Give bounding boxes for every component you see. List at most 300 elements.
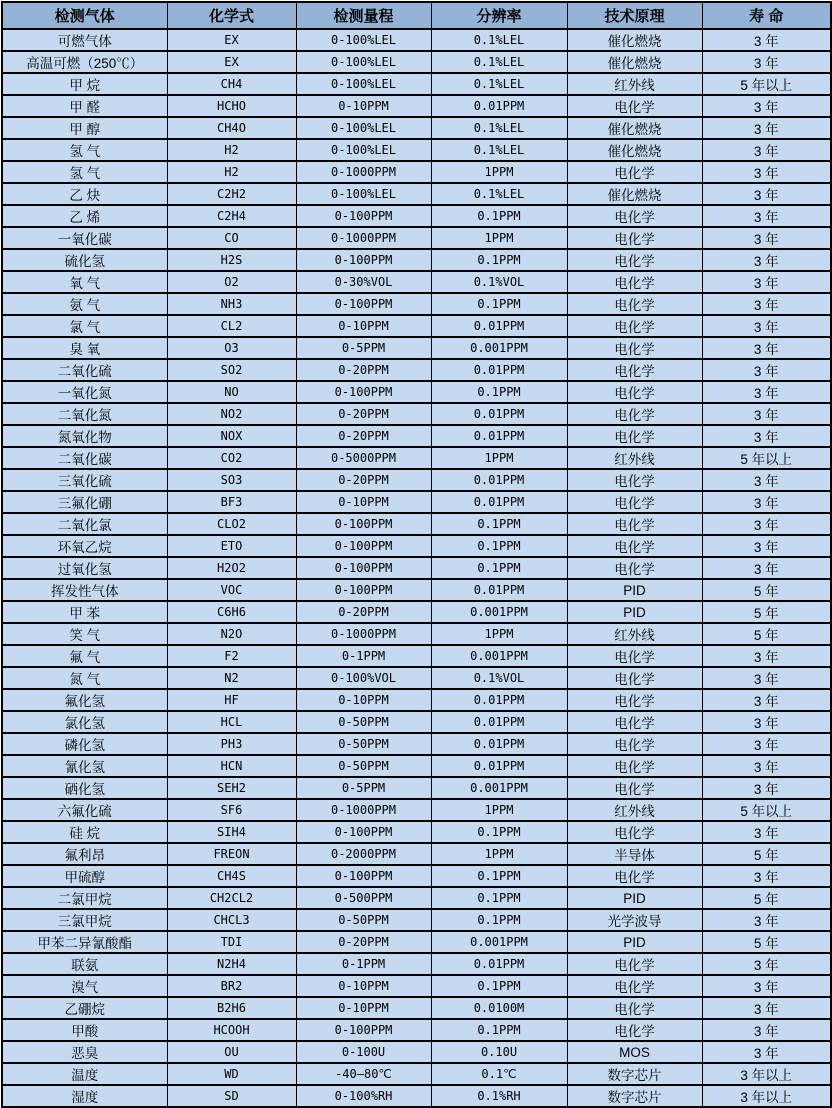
table-row [2,733,831,755]
cell-technology: 电化学 [567,271,702,293]
cell-gas-name: 二氧化碳 [2,447,167,469]
table-row [2,447,831,469]
cell-technology: 电化学 [567,557,702,579]
cell-gas-name: 一氧化氮 [2,381,167,403]
cell-resolution: 0.1PPM [431,535,567,557]
cell-detection-range: 0-10PPM [296,95,431,117]
table-row [2,29,831,51]
cell-detection-range: 0-100PPM [296,513,431,535]
cell-resolution: 0.1℃ [431,1063,567,1085]
cell-technology: 数字芯片 [567,1085,702,1107]
cell-chemical-formula: B2H6 [167,997,296,1019]
cell-technology: 电化学 [567,535,702,557]
cell-gas-name: 磷化氢 [2,733,167,755]
cell-chemical-formula: N2 [167,667,296,689]
cell-resolution: 0.001PPM [431,645,567,667]
cell-lifespan: 3 年 [702,117,831,139]
cell-chemical-formula: VOC [167,579,296,601]
cell-lifespan: 3 年 [702,359,831,381]
cell-gas-name: 乙 炔 [2,183,167,205]
cell-chemical-formula: SD [167,1085,296,1107]
table-row [2,513,831,535]
cell-resolution: 0.001PPM [431,337,567,359]
table-row [2,491,831,513]
table-row [2,359,831,381]
table-row [2,535,831,557]
header-chemical-formula: 化学式 [167,2,296,29]
cell-technology: 电化学 [567,315,702,337]
cell-detection-range: 0-50PPM [296,909,431,931]
table-row [2,1063,831,1085]
table-row [2,821,831,843]
cell-detection-range: 0-100%LEL [296,51,431,73]
cell-technology: 电化学 [567,293,702,315]
cell-chemical-formula: SO3 [167,469,296,491]
header-detection-range: 检测量程 [296,2,431,29]
cell-detection-range: 0-100PPM [296,535,431,557]
table-row [2,689,831,711]
cell-lifespan: 5 年 [702,623,831,645]
cell-gas-name: 三氯甲烷 [2,909,167,931]
table-row [2,645,831,667]
cell-gas-name: 硅 烷 [2,821,167,843]
cell-gas-name: 恶臭 [2,1041,167,1063]
cell-technology: 红外线 [567,623,702,645]
cell-gas-name: 二氧化硫 [2,359,167,381]
cell-lifespan: 3 年 [702,95,831,117]
table-row [2,997,831,1019]
table-row [2,865,831,887]
table-row [2,777,831,799]
cell-gas-name: 甲 醛 [2,95,167,117]
cell-detection-range: 0-100%LEL [296,29,431,51]
cell-chemical-formula: HCOOH [167,1019,296,1041]
cell-technology: 电化学 [567,469,702,491]
header-technology: 技术原理 [567,2,702,29]
cell-technology: 电化学 [567,205,702,227]
table-row [2,51,831,73]
cell-detection-range: 0-100%LEL [296,183,431,205]
cell-chemical-formula: FREON [167,843,296,865]
cell-detection-range: 0-100%RH [296,1085,431,1107]
table-row [2,843,831,865]
cell-detection-range: 0-100PPM [296,381,431,403]
cell-technology: 电化学 [567,249,702,271]
cell-chemical-formula: CH4 [167,73,296,95]
cell-technology: 电化学 [567,491,702,513]
cell-detection-range: 0-20PPM [296,931,431,953]
cell-gas-name: 高温可燃（250℃） [2,51,167,73]
cell-gas-name: 三氟化硼 [2,491,167,513]
cell-lifespan: 3 年 [702,227,831,249]
cell-resolution: 0.1PPM [431,205,567,227]
cell-resolution: 1PPM [431,623,567,645]
cell-chemical-formula: BR2 [167,975,296,997]
cell-gas-name: 湿度 [2,1085,167,1107]
cell-gas-name: 甲苯二异氰酸酯 [2,931,167,953]
cell-lifespan: 3 年 [702,645,831,667]
table-row [2,623,831,645]
cell-lifespan: 3 年 [702,535,831,557]
cell-lifespan: 5 年 [702,843,831,865]
cell-technology: 电化学 [567,337,702,359]
cell-detection-range: 0-100PPM [296,1019,431,1041]
cell-lifespan: 3 年 [702,469,831,491]
table-row [2,1041,831,1063]
cell-lifespan: 3 年 [702,51,831,73]
cell-technology: 电化学 [567,645,702,667]
cell-lifespan: 3 年 [702,953,831,975]
cell-lifespan: 5 年以上 [702,73,831,95]
cell-chemical-formula: C2H4 [167,205,296,227]
cell-lifespan: 3 年 [702,183,831,205]
cell-lifespan: 3 年 [702,997,831,1019]
cell-technology: 电化学 [567,689,702,711]
cell-resolution: 0.1PPM [431,381,567,403]
cell-detection-range: 0-100PPM [296,249,431,271]
cell-detection-range: 0-10PPM [296,975,431,997]
cell-technology: 电化学 [567,711,702,733]
cell-lifespan: 3 年 [702,667,831,689]
cell-chemical-formula: F2 [167,645,296,667]
cell-chemical-formula: NOX [167,425,296,447]
table-row [2,337,831,359]
cell-resolution: 0.0100M [431,997,567,1019]
cell-lifespan: 3 年 [702,557,831,579]
cell-gas-name: 甲酸 [2,1019,167,1041]
cell-chemical-formula: WD [167,1063,296,1085]
table-body [2,29,831,1107]
cell-chemical-formula: H2O2 [167,557,296,579]
cell-resolution: 0.01PPM [431,953,567,975]
cell-gas-name: 甲 苯 [2,601,167,623]
cell-lifespan: 3 年以上 [702,1063,831,1085]
cell-chemical-formula: SEH2 [167,777,296,799]
cell-lifespan: 3 年 [702,821,831,843]
cell-technology: 电化学 [567,975,702,997]
cell-gas-name: 氢 气 [2,161,167,183]
table-row [2,205,831,227]
cell-resolution: 0.1%LEL [431,29,567,51]
cell-chemical-formula: SF6 [167,799,296,821]
cell-resolution: 0.01PPM [431,711,567,733]
cell-lifespan: 3 年 [702,975,831,997]
table-row [2,1019,831,1041]
cell-detection-range: 0-1000PPM [296,799,431,821]
cell-resolution: 1PPM [431,161,567,183]
cell-technology: 光学波导 [567,909,702,931]
cell-gas-name: 氮氧化物 [2,425,167,447]
cell-gas-name: 温度 [2,1063,167,1085]
cell-gas-name: 二氧化氯 [2,513,167,535]
cell-chemical-formula: CHCL3 [167,909,296,931]
cell-technology: 电化学 [567,865,702,887]
cell-technology: 催化燃烧 [567,51,702,73]
cell-chemical-formula: NO2 [167,403,296,425]
cell-gas-name: 一氧化碳 [2,227,167,249]
cell-chemical-formula: C2H2 [167,183,296,205]
cell-gas-name: 乙硼烷 [2,997,167,1019]
cell-gas-name: 臭 氧 [2,337,167,359]
cell-detection-range: 0-20PPM [296,403,431,425]
cell-resolution: 0.1%VOL [431,271,567,293]
cell-gas-name: 三氧化硫 [2,469,167,491]
cell-gas-name: 乙 烯 [2,205,167,227]
cell-gas-name: 甲 醇 [2,117,167,139]
header-resolution: 分辨率 [431,2,567,29]
cell-detection-range: 0-1000PPM [296,161,431,183]
cell-chemical-formula: CH4S [167,865,296,887]
cell-resolution: 0.1%VOL [431,667,567,689]
cell-resolution: 1PPM [431,843,567,865]
cell-resolution: 0.01PPM [431,491,567,513]
cell-chemical-formula: HF [167,689,296,711]
cell-lifespan: 5 年 [702,887,831,909]
cell-technology: PID [567,601,702,623]
cell-resolution: 0.1%LEL [431,117,567,139]
table-row [2,887,831,909]
cell-resolution: 0.01PPM [431,425,567,447]
table-row [2,315,831,337]
cell-technology: 电化学 [567,1019,702,1041]
cell-chemical-formula: PH3 [167,733,296,755]
cell-chemical-formula: CO [167,227,296,249]
cell-chemical-formula: OU [167,1041,296,1063]
cell-resolution: 0.01PPM [431,95,567,117]
cell-chemical-formula: HCN [167,755,296,777]
cell-detection-range: 0-5PPM [296,337,431,359]
cell-resolution: 0.10U [431,1041,567,1063]
cell-gas-name: 六氟化硫 [2,799,167,821]
cell-resolution: 0.1PPM [431,909,567,931]
cell-detection-range: 0-1PPM [296,953,431,975]
cell-technology: 红外线 [567,73,702,95]
cell-gas-name: 氰化氢 [2,755,167,777]
cell-detection-range: 0-10PPM [296,689,431,711]
cell-gas-name: 氟利昂 [2,843,167,865]
cell-gas-name: 可燃气体 [2,29,167,51]
cell-resolution: 0.1PPM [431,975,567,997]
cell-detection-range: 0-100%LEL [296,73,431,95]
cell-chemical-formula: H2S [167,249,296,271]
cell-resolution: 0.1%LEL [431,183,567,205]
table-row [2,579,831,601]
cell-lifespan: 5 年以上 [702,447,831,469]
gas-detection-table [1,1,832,1108]
table-row [2,953,831,975]
cell-lifespan: 3 年 [702,381,831,403]
cell-technology: 催化燃烧 [567,117,702,139]
cell-resolution: 0.01PPM [431,469,567,491]
cell-resolution: 0.001PPM [431,601,567,623]
cell-gas-name: 二氯甲烷 [2,887,167,909]
table-row [2,711,831,733]
cell-technology: 数字芯片 [567,1063,702,1085]
table-row [2,95,831,117]
cell-lifespan: 3 年 [702,29,831,51]
cell-resolution: 0.1PPM [431,865,567,887]
cell-lifespan: 3 年 [702,755,831,777]
cell-detection-range: 0-100PPM [296,293,431,315]
cell-lifespan: 3 年 [702,909,831,931]
cell-chemical-formula: H2 [167,161,296,183]
cell-lifespan: 3 年以上 [702,1085,831,1107]
cell-detection-range: 0-500PPM [296,887,431,909]
cell-chemical-formula: ETO [167,535,296,557]
table-row [2,139,831,161]
cell-detection-range: 0-100%LEL [296,139,431,161]
cell-technology: 电化学 [567,821,702,843]
table-row [2,601,831,623]
table-row [2,183,831,205]
cell-resolution: 0.01PPM [431,359,567,381]
cell-lifespan: 3 年 [702,777,831,799]
cell-detection-range: 0-5PPM [296,777,431,799]
cell-chemical-formula: HCHO [167,95,296,117]
cell-resolution: 0.1%RH [431,1085,567,1107]
cell-technology: 电化学 [567,381,702,403]
cell-detection-range: 0-100PPM [296,205,431,227]
cell-gas-name: 溴气 [2,975,167,997]
cell-detection-range: 0-100%LEL [296,117,431,139]
table-row [2,227,831,249]
cell-chemical-formula: N2O [167,623,296,645]
cell-chemical-formula: NO [167,381,296,403]
table-row [2,755,831,777]
cell-technology: 红外线 [567,447,702,469]
cell-technology: PID [567,579,702,601]
cell-technology: PID [567,931,702,953]
cell-chemical-formula: CH4O [167,117,296,139]
cell-detection-range: 0-10PPM [296,997,431,1019]
cell-technology: 催化燃烧 [567,183,702,205]
cell-detection-range: 0-20PPM [296,469,431,491]
cell-lifespan: 3 年 [702,161,831,183]
cell-detection-range: 0-1000PPM [296,227,431,249]
cell-gas-name: 笑 气 [2,623,167,645]
cell-gas-name: 硫化氢 [2,249,167,271]
cell-technology: 电化学 [567,997,702,1019]
cell-chemical-formula: NH3 [167,293,296,315]
cell-chemical-formula: TDI [167,931,296,953]
cell-chemical-formula: O2 [167,271,296,293]
cell-gas-name: 氯 气 [2,315,167,337]
cell-technology: 电化学 [567,95,702,117]
cell-resolution: 0.01PPM [431,403,567,425]
cell-resolution: 1PPM [431,227,567,249]
cell-lifespan: 3 年 [702,249,831,271]
cell-technology: 电化学 [567,513,702,535]
cell-detection-range: 0-5000PPM [296,447,431,469]
table-row [2,161,831,183]
cell-resolution: 0.1PPM [431,513,567,535]
cell-technology: 电化学 [567,359,702,381]
cell-detection-range: 0-100U [296,1041,431,1063]
cell-resolution: 0.1PPM [431,821,567,843]
cell-resolution: 0.001PPM [431,777,567,799]
cell-chemical-formula: CL2 [167,315,296,337]
cell-resolution: 0.01PPM [431,315,567,337]
cell-resolution: 1PPM [431,447,567,469]
cell-resolution: 1PPM [431,799,567,821]
table-row [2,557,831,579]
cell-lifespan: 3 年 [702,293,831,315]
cell-lifespan: 3 年 [702,315,831,337]
table-row [2,469,831,491]
cell-lifespan: 3 年 [702,1019,831,1041]
cell-gas-name: 甲 烷 [2,73,167,95]
cell-gas-name: 硒化氢 [2,777,167,799]
cell-technology: MOS [567,1041,702,1063]
cell-detection-range: -40—80℃ [296,1063,431,1085]
cell-detection-range: 0-2000PPM [296,843,431,865]
cell-lifespan: 3 年 [702,139,831,161]
cell-technology: PID [567,887,702,909]
cell-gas-name: 氮 气 [2,667,167,689]
table-row [2,381,831,403]
cell-detection-range: 0-50PPM [296,711,431,733]
cell-gas-name: 氟化氢 [2,689,167,711]
cell-lifespan: 3 年 [702,271,831,293]
cell-gas-name: 过氧化氢 [2,557,167,579]
cell-lifespan: 3 年 [702,689,831,711]
header-lifespan: 寿 命 [702,2,831,29]
table-row [2,975,831,997]
cell-chemical-formula: O3 [167,337,296,359]
cell-resolution: 0.01PPM [431,689,567,711]
cell-detection-range: 0-100%VOL [296,667,431,689]
cell-technology: 电化学 [567,161,702,183]
cell-chemical-formula: CH2CL2 [167,887,296,909]
cell-technology: 电化学 [567,667,702,689]
cell-chemical-formula: H2 [167,139,296,161]
cell-resolution: 0.01PPM [431,733,567,755]
cell-chemical-formula: EX [167,51,296,73]
cell-gas-name: 环氧乙烷 [2,535,167,557]
cell-technology: 电化学 [567,227,702,249]
cell-lifespan: 3 年 [702,491,831,513]
cell-gas-name: 氟 气 [2,645,167,667]
cell-detection-range: 0-20PPM [296,601,431,623]
cell-chemical-formula: HCL [167,711,296,733]
cell-chemical-formula: CO2 [167,447,296,469]
cell-technology: 催化燃烧 [567,29,702,51]
cell-detection-range: 0-30%VOL [296,271,431,293]
cell-lifespan: 5 年 [702,931,831,953]
cell-gas-name: 挥发性气体 [2,579,167,601]
cell-gas-name: 甲硫醇 [2,865,167,887]
table-row [2,799,831,821]
table-row [2,249,831,271]
cell-resolution: 0.1%LEL [431,139,567,161]
cell-technology: 电化学 [567,425,702,447]
cell-detection-range: 0-100PPM [296,579,431,601]
table-row [2,293,831,315]
header-row [2,2,831,29]
cell-lifespan: 3 年 [702,337,831,359]
cell-resolution: 0.1PPM [431,293,567,315]
cell-detection-range: 0-50PPM [296,733,431,755]
cell-resolution: 0.001PPM [431,931,567,953]
cell-gas-name: 氢 气 [2,139,167,161]
cell-technology: 半导体 [567,843,702,865]
cell-technology: 电化学 [567,403,702,425]
cell-gas-name: 联氨 [2,953,167,975]
cell-lifespan: 3 年 [702,205,831,227]
cell-detection-range: 0-50PPM [296,755,431,777]
table-row [2,931,831,953]
cell-resolution: 0.1%LEL [431,51,567,73]
